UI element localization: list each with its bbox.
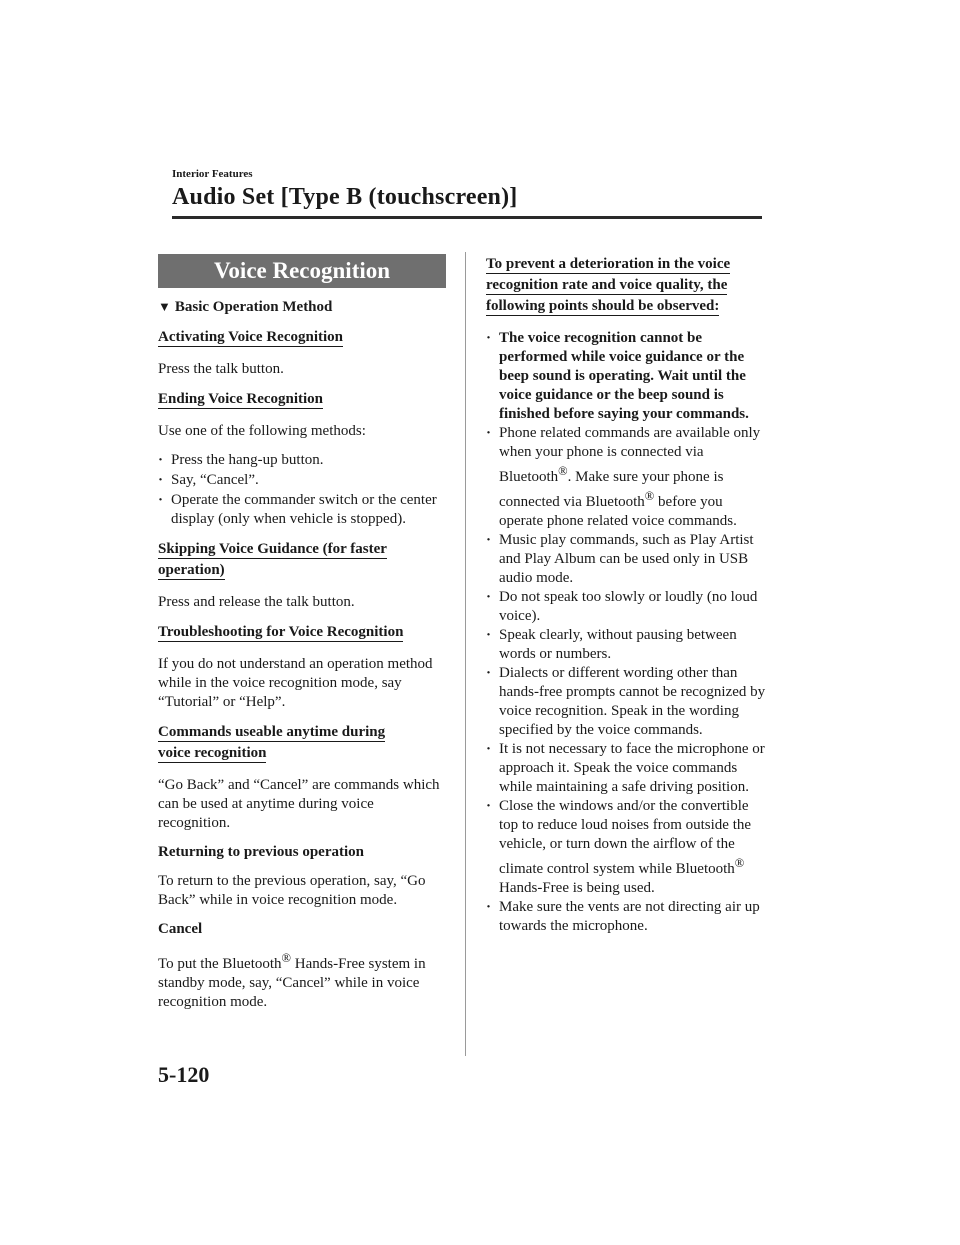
section-banner: Voice Recognition (158, 254, 446, 288)
activating-text: Press the talk button. (158, 361, 284, 377)
list-item: · Close the windows and/or the convertible top to reduce loud noises from outside the vehicle, or turn down the airflow of the climate control system while Bluetooth® Hands-Free is being used. (486, 797, 768, 898)
activating-heading: Activating Voice Recognition (158, 329, 343, 345)
troubleshooting-text: If you do not understand an operation method while in the voice recognition mode, say “Tutorial” or “Help”. (158, 656, 433, 710)
commands-heading: Commands useable anytime during voice recognition (158, 724, 386, 761)
list-item: · Operate the commander switch or the center display (only when vehicle is stopped). (158, 491, 446, 529)
observations-heading: To prevent a deterioration in the voice recognition rate and voice quality, the following points should be observed: (486, 256, 731, 314)
list-item: · Phone related commands are available only when your phone is connected via Bluetooth®. Make sure your phone is connected via Bluetooth® before you operate phone related voice commands. (486, 424, 768, 531)
page-title: Audio Set [Type B (touchscreen)] (172, 184, 518, 210)
returning-heading: Returning to previous operation (158, 844, 364, 860)
list-item: · Make sure the vents are not directing air up towards the microphone. (486, 898, 768, 936)
section-label: Interior Features (172, 168, 253, 180)
list-item: · It is not necessary to face the microphone or approach it. Speak the voice commands while maintaining a safe driving position. (486, 740, 768, 797)
list-item: · Say, “Cancel”. (158, 471, 446, 490)
list-item: · Press the hang-up button. (158, 451, 446, 470)
subsection-heading-text: Basic Operation Method (174, 299, 333, 315)
subsection-heading (158, 297, 446, 317)
title-rule (172, 216, 762, 219)
skipping-heading: Skipping Voice Guidance (for faster operation) (158, 541, 387, 578)
list-item: · Music play commands, such as Play Artist and Play Album can be used only in USB audio mode. (486, 531, 768, 588)
list-item: · Do not speak too slowly or loudly (no loud voice). (486, 588, 768, 626)
right-column (486, 254, 768, 946)
cancel-heading: Cancel (158, 921, 203, 937)
ending-text: Use one of the following methods: (158, 423, 366, 439)
returning-text: To return to the previous operation, say, “Go Back” while in voice recognition mode. (158, 873, 426, 908)
list-item: · Dialects or different wording other than hands-free prompts cannot be recognized by voice recognition. Speak in the wording specified by the voice commands. (486, 664, 768, 740)
list-item: · Speak clearly, without pausing between words or numbers. (486, 626, 768, 664)
ending-methods-list (158, 451, 446, 529)
troubleshooting-heading: Troubleshooting for Voice Recognition (158, 624, 404, 640)
triangle-down-icon: ▼ (158, 299, 171, 314)
page-number: 5-120 (158, 1062, 210, 1087)
cancel-text: To put the Bluetooth® Hands-Free system in standby mode, say, “Cancel” while in voice recognition mode. (158, 951, 426, 1010)
commands-text: “Go Back” and “Cancel” are commands which can be used at anytime during voice recognition. (158, 777, 440, 831)
registered-mark: ® (281, 951, 292, 965)
observations-list (486, 329, 768, 936)
skipping-text: Press and release the talk button. (158, 594, 355, 610)
column-divider (465, 252, 466, 1056)
left-column (158, 254, 446, 1022)
list-item: · The voice recognition cannot be performed while voice guidance or the beep sound is operating. Wait until the voice guidance or the beep sound is finished before saying your commands. (486, 329, 768, 424)
ending-heading: Ending Voice Recognition (158, 391, 324, 407)
